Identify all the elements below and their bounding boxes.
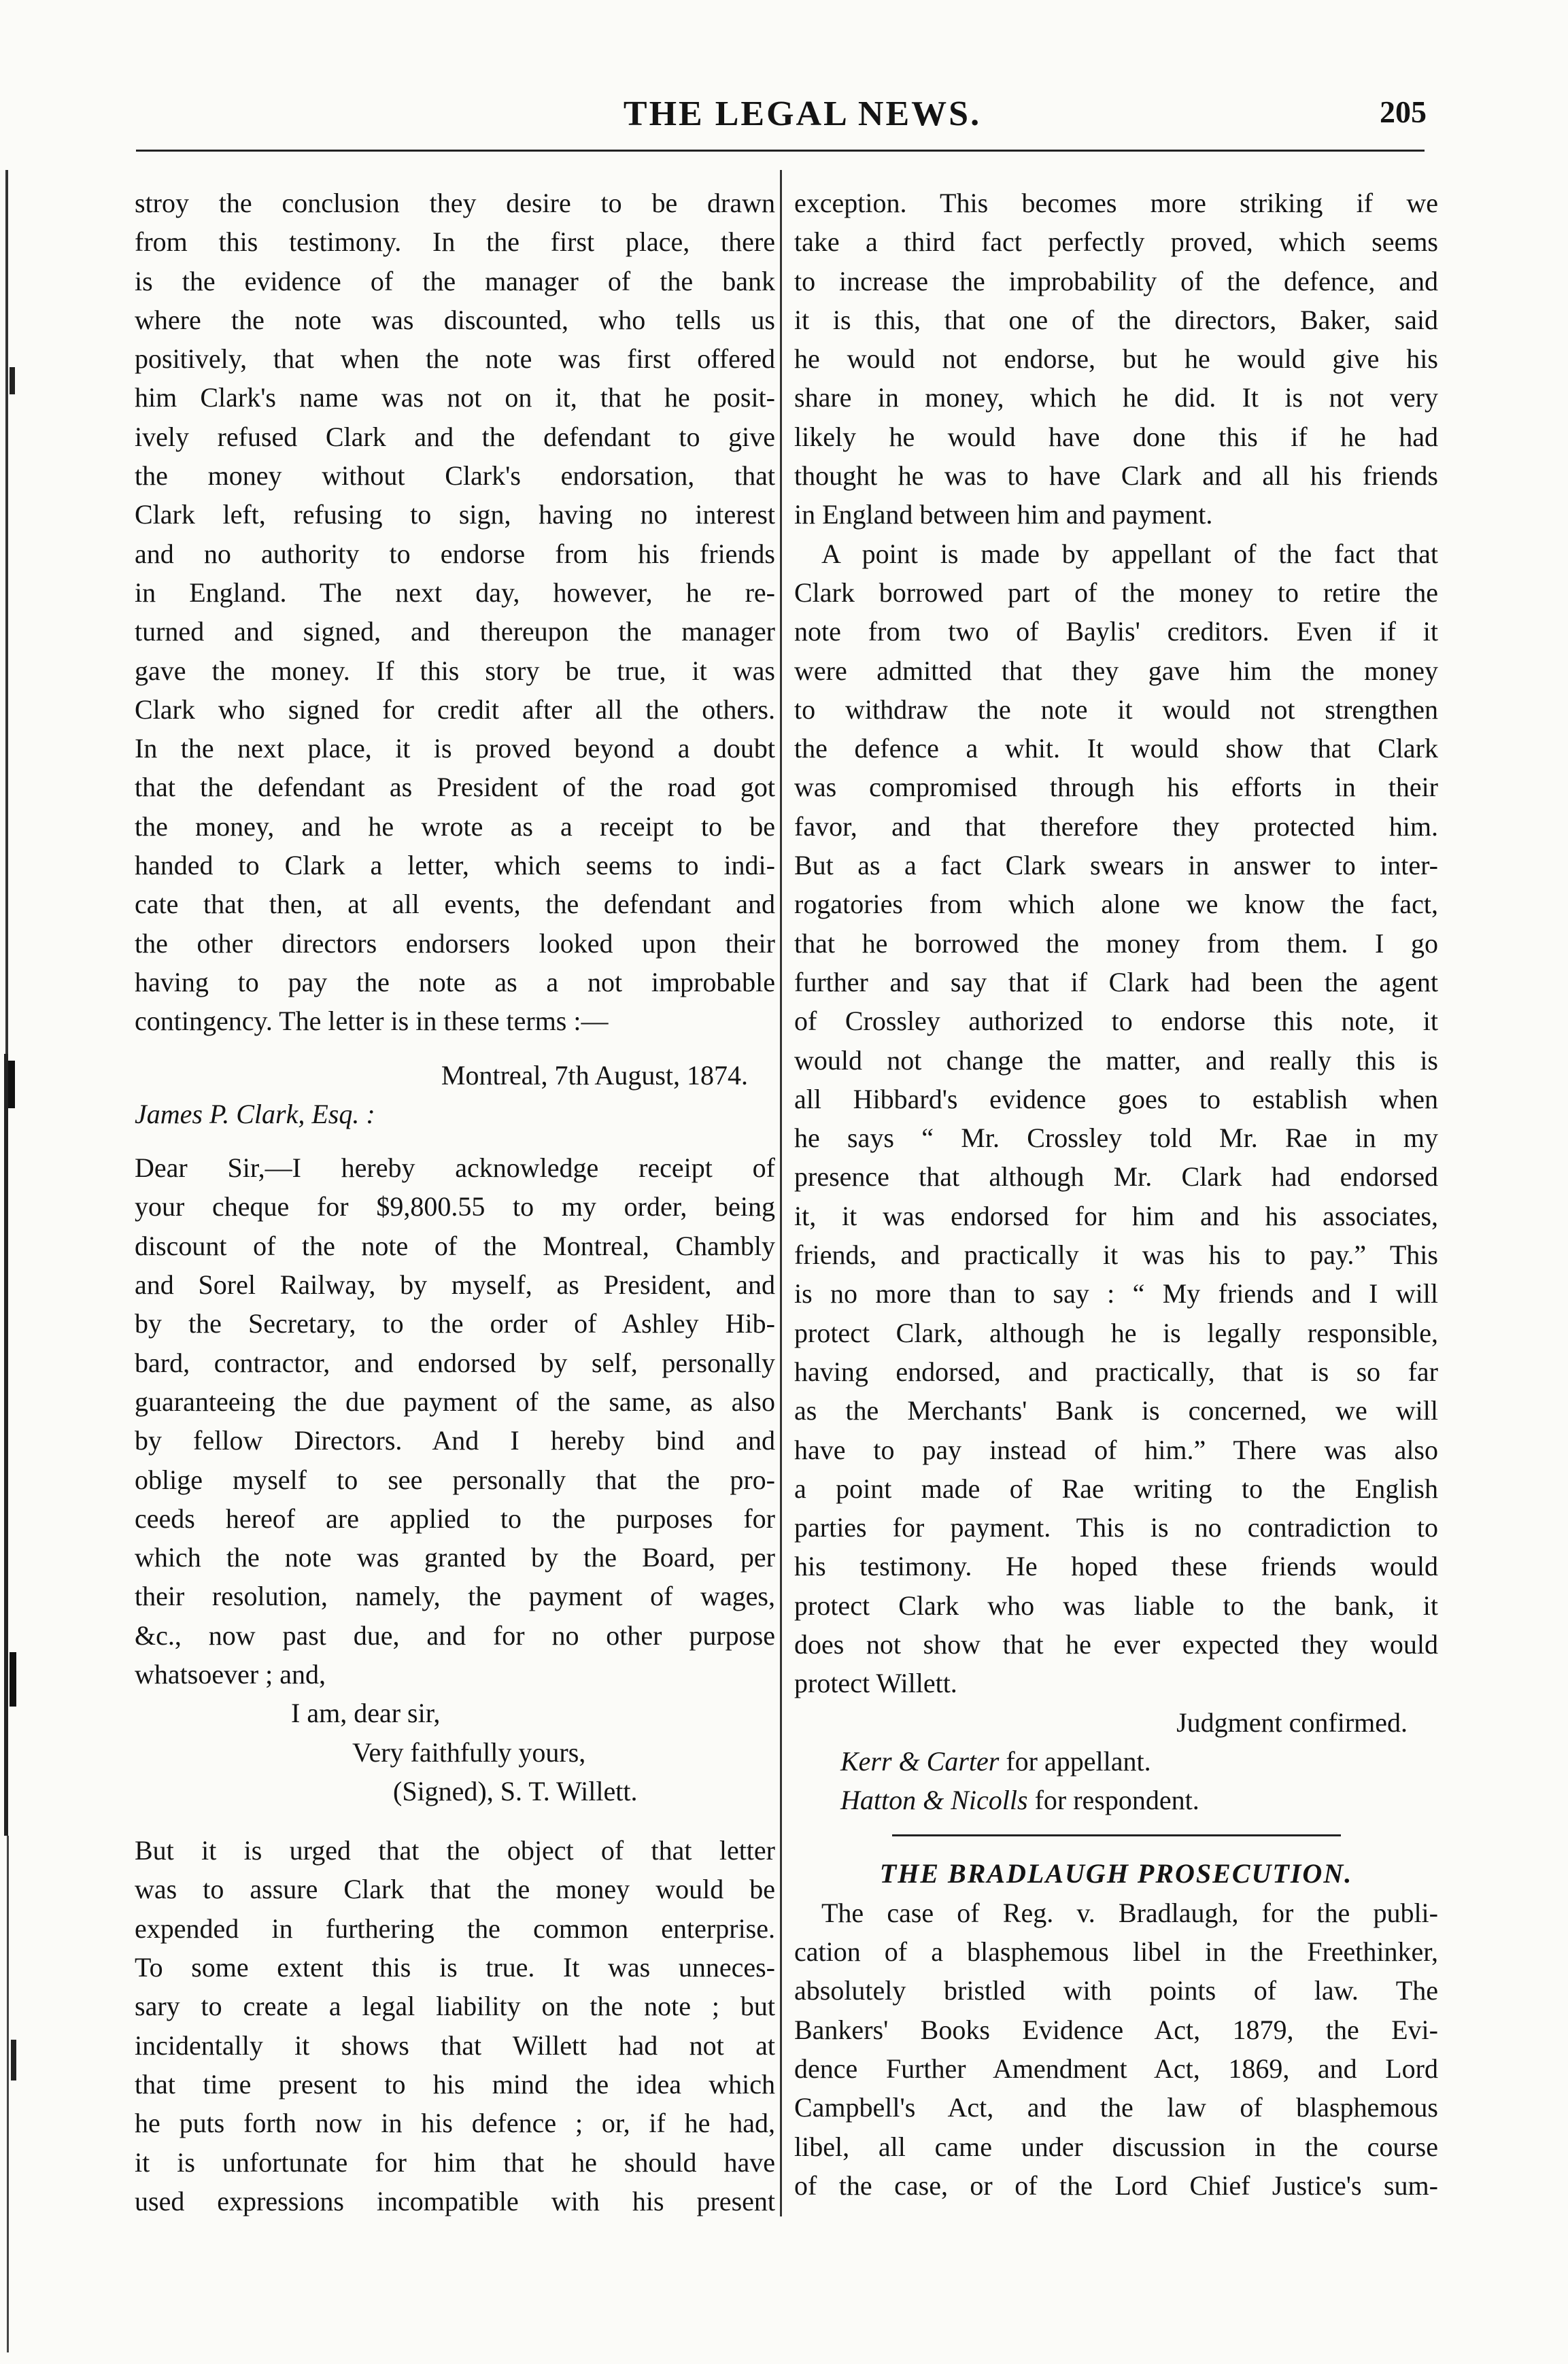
text-line: sary to create a legal liability on the note ; but: [135, 1991, 775, 2022]
text-line: which the note was granted by the Board, per: [135, 1542, 775, 1573]
text-line: in England between him and payment.: [794, 499, 1213, 530]
text-line: likely he would have done this if he had: [794, 421, 1438, 452]
text-line: presence that although Mr. Clark had endorsed: [794, 1161, 1438, 1193]
text-line: contingency. The letter is in these terms :—: [135, 1006, 609, 1037]
text-line: expended in furthering the common enterprise.: [135, 1913, 775, 1944]
text-line: further and say that if Clark had been the agent: [794, 966, 1438, 997]
text-line: protect Willett.: [794, 1668, 957, 1699]
text-line: discount of the note of the Montreal, Chambly: [135, 1230, 775, 1261]
text-line: thought he was to have Clark and all his friends: [794, 460, 1438, 492]
text-line: share in money, which he did. It is not very: [794, 382, 1438, 413]
letter-closing: I am, dear sir,: [291, 1698, 441, 1729]
page-number: 205: [1380, 95, 1427, 129]
text-line: guaranteeing the due payment of the same, as also: [135, 1386, 775, 1417]
text-line: &c., now past due, and for no other purpose: [135, 1620, 775, 1651]
text-line: cation of a blasphemous libel in the Freethinker,: [794, 1936, 1438, 1968]
text-line: Clark borrowed part of the money to retire the: [794, 577, 1438, 608]
section-rule: [892, 1834, 1341, 1836]
judgment-line: Judgment confirmed.: [1176, 1707, 1408, 1738]
text-line: parties for payment. This is no contradiction to: [794, 1512, 1438, 1543]
letter-body: [135, 1148, 775, 1694]
text-line: Bankers' Books Evidence Act, 1879, the Evi-: [794, 2014, 1438, 2045]
text-line: ively refused Clark and the defendant to give: [135, 421, 775, 452]
text-line: note from two of Baylis' creditors. Even if it: [794, 616, 1438, 647]
text-line: where the note was discounted, who tells us: [135, 304, 775, 335]
text-line: have to pay instead of him.” There was also: [794, 1434, 1438, 1465]
text-line: handed to Clark a letter, which seems to indi-: [135, 850, 775, 881]
text-line: it, it was endorsed for him and his associates,: [794, 1200, 1438, 1231]
text-line: the money, and he wrote as a receipt to be: [135, 810, 775, 842]
text-line: But as a fact Clark swears in answer to inter-: [794, 850, 1438, 881]
page-header: [136, 94, 1469, 148]
bradlaugh-paragraph: [794, 1894, 1438, 2205]
text-line: was to assure Clark that the money would be: [135, 1874, 775, 1905]
text-line: all Hibbard's evidence goes to establish when: [794, 1083, 1438, 1114]
counsel-names: Kerr & Carter: [840, 1745, 1000, 1777]
text-line: he puts forth now in his defence ; or, if he had,: [135, 2108, 775, 2139]
text-line: as the Merchants' Bank is concerned, we will: [794, 1395, 1438, 1426]
text-line: cate that then, at all events, the defendant and: [135, 889, 775, 920]
text-line: stroy the conclusion they desire to be drawn: [135, 188, 775, 218]
text-line: his testimony. He hoped these friends would: [794, 1551, 1438, 1582]
text-line: friends, and practically it was his to pay.” This: [794, 1239, 1438, 1271]
counsel-role: for appellant.: [1006, 1745, 1151, 1777]
text-line: incidentally it shows that Willett had not at: [135, 2029, 775, 2061]
text-line: having endorsed, and practically, that is so far: [794, 1356, 1438, 1387]
text-line: libel, all came under discussion in the course: [794, 2131, 1438, 2162]
binding-edge-marks: [0, 0, 41, 2364]
text-line: The case of Reg. v. Bradlaugh, for the publi-: [821, 1897, 1438, 1928]
text-line: Dear Sir,—I hereby acknowledge receipt of: [135, 1152, 775, 1184]
text-line: rogatories from which alone we know the fact,: [794, 889, 1438, 920]
text-line: from this testimony. In the first place, there: [135, 226, 775, 258]
text-line: were admitted that they gave him the money: [794, 655, 1438, 686]
left-column: [135, 184, 775, 2221]
text-line: would not change the matter, and really this is: [794, 1044, 1438, 1076]
text-line: absolutely bristled with points of law. The: [794, 1975, 1438, 2006]
text-line: it is unfortunate for him that he should have: [135, 2146, 775, 2178]
left-paragraph-1: [135, 184, 775, 1041]
text-line: favor, and that therefore they protected him.: [794, 810, 1438, 842]
counsel-appellant: [794, 1742, 1438, 1781]
text-line: of Crossley authorized to endorse this note, it: [794, 1006, 1438, 1037]
right-column: [794, 184, 1438, 2205]
text-line: by the Secretary, to the order of Ashley Hib-: [135, 1308, 775, 1339]
text-line: bard, contractor, and endorsed by self, personally: [135, 1347, 775, 1378]
letter-dateline: Montreal, 7th August, 1874.: [441, 1059, 748, 1091]
running-title: THE LEGAL NEWS.: [623, 95, 982, 133]
text-line: your cheque for $9,800.55 to my order, being: [135, 1191, 775, 1222]
right-paragraph-1: [794, 184, 1438, 534]
text-line: to withdraw the note it would not strengthen: [794, 693, 1438, 725]
text-line: positively, that when the note was first offered: [135, 343, 775, 375]
text-line: in England. The next day, however, he re-: [135, 577, 775, 608]
text-line: and no authority to endorse from his friends: [135, 538, 775, 569]
text-line: was compromised through his efforts in their: [794, 772, 1438, 803]
text-line: the defence a whit. It would show that Clark: [794, 733, 1438, 764]
letter-addressee: James P. Clark, Esq. :: [135, 1098, 375, 1129]
text-line: the money without Clark's endorsation, that: [135, 460, 775, 492]
text-line: turned and signed, and thereupon the manager: [135, 616, 775, 647]
text-line: a point made of Rae writing to the English: [794, 1473, 1438, 1504]
text-line: whatsoever ; and,: [135, 1658, 326, 1690]
text-line: protect Clark who was liable to the bank, it: [794, 1590, 1438, 1621]
counsel-names: Hatton & Nicolls: [840, 1785, 1028, 1816]
text-line: to increase the improbability of the defence, and: [794, 265, 1438, 296]
text-line: is no more than to say : “ My friends and I will: [794, 1278, 1438, 1309]
text-line: him Clark's name was not on it, that he posit-: [135, 382, 775, 413]
text-line: gave the money. If this story be true, it was: [135, 655, 775, 686]
text-line: Clark who signed for credit after all the others.: [135, 693, 775, 725]
counsel-role: for respondent.: [1034, 1785, 1199, 1816]
text-line: exception. This becomes more striking if we: [794, 188, 1438, 218]
text-line: having to pay the note as a not improbable: [135, 966, 775, 997]
text-line: oblige myself to see personally that the pro-: [135, 1464, 775, 1495]
text-line: by fellow Directors. And I hereby bind and: [135, 1425, 775, 1456]
text-line: Clark left, refusing to sign, having no interest: [135, 499, 775, 530]
text-line: Campbell's Act, and the law of blasphemous: [794, 2092, 1438, 2123]
right-paragraph-2: [794, 534, 1438, 1703]
text-line: he says “ Mr. Crossley told Mr. Rae in my: [794, 1123, 1438, 1154]
left-paragraph-2: [135, 1831, 775, 2221]
text-line: used expressions incompatible with his present: [135, 2185, 775, 2216]
text-line: dence Further Amendment Act, 1869, and Lord: [794, 2053, 1438, 2084]
text-line: he would not endorse, but he would give his: [794, 343, 1438, 375]
text-line: that the defendant as President of the road got: [135, 772, 775, 803]
text-line: But it is urged that the object of that letter: [135, 1835, 775, 1866]
letter-signature: (Signed), S. T. Willett.: [393, 1775, 638, 1806]
letter-closing: Very faithfully yours,: [352, 1736, 586, 1768]
text-line: A point is made by appellant of the fact that: [821, 538, 1438, 569]
text-line: their resolution, namely, the payment of wages,: [135, 1581, 775, 1612]
text-line: that time present to his mind the idea which: [135, 2068, 775, 2100]
column-divider: [780, 170, 782, 2216]
text-line: the other directors endorsers looked upon their: [135, 927, 775, 959]
text-line: and Sorel Railway, by myself, as President, and: [135, 1269, 775, 1301]
text-line: that he borrowed the money from them. I go: [794, 927, 1438, 959]
text-line: of the case, or of the Lord Chief Justice's sum-: [794, 2170, 1438, 2201]
text-line: does not show that he ever expected they would: [794, 1628, 1438, 1660]
text-line: ceeds hereof are applied to the purposes for: [135, 1503, 775, 1534]
text-line: is the evidence of the manager of the bank: [135, 265, 775, 296]
counsel-respondent: [794, 1781, 1438, 1819]
text-line: it is this, that one of the directors, Baker, said: [794, 304, 1438, 335]
text-line: protect Clark, although he is legally responsible,: [794, 1317, 1438, 1348]
text-line: In the next place, it is proved beyond a doubt: [135, 733, 775, 764]
text-line: take a third fact perfectly proved, which seems: [794, 226, 1438, 258]
section-heading: THE BRADLAUGH PROSECUTION.: [879, 1858, 1353, 1889]
text-line: To some extent this is true. It was unneces-: [135, 1952, 775, 1983]
header-rule: [136, 150, 1425, 152]
